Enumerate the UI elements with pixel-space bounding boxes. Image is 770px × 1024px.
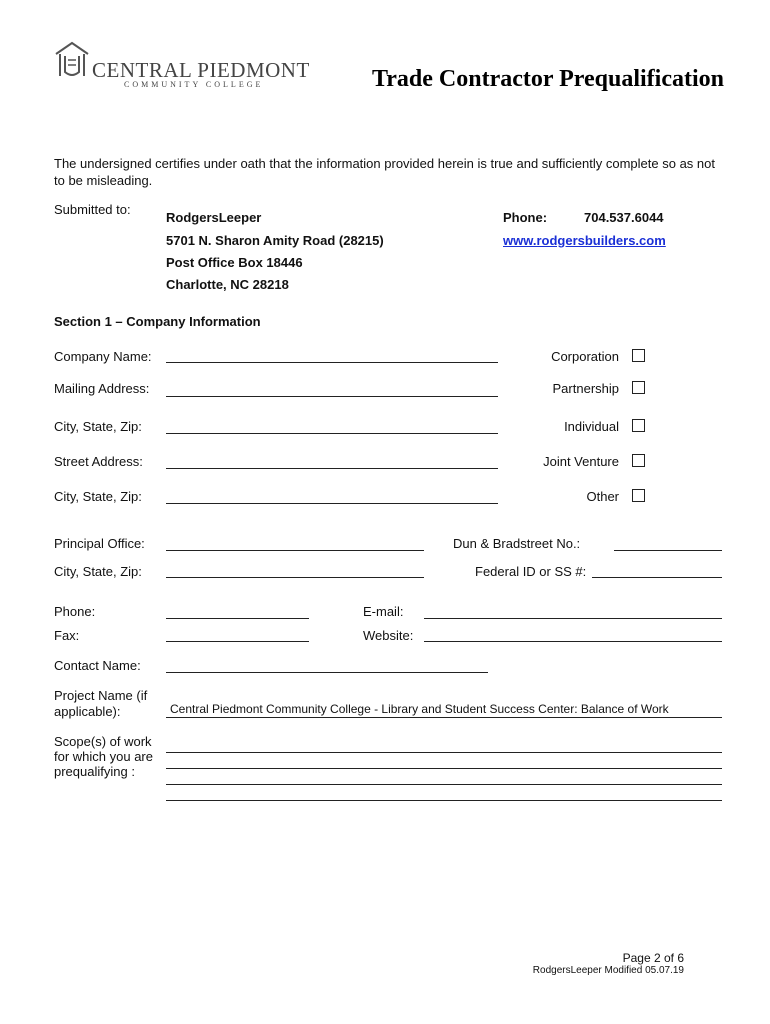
- mailing-city-state-zip-field[interactable]: [166, 433, 498, 434]
- fax-label: Fax:: [54, 628, 80, 643]
- phone-field[interactable]: [166, 618, 309, 619]
- scope-field-line-2[interactable]: [166, 768, 722, 769]
- partnership-label: Partnership: [552, 381, 619, 396]
- mailing-city-state-zip-label: City, State, Zip:: [54, 419, 142, 434]
- website-label: Website:: [363, 628, 414, 643]
- scope-label-line-1: Scope(s) of work: [54, 734, 152, 749]
- submitted-address-1: 5701 N. Sharon Amity Road (28215): [166, 233, 384, 248]
- submitted-phone-label: Phone:: [503, 210, 548, 225]
- mailing-address-field[interactable]: [166, 396, 498, 397]
- street-city-state-zip-field[interactable]: [166, 503, 498, 504]
- principal-city-state-zip-field[interactable]: [166, 577, 424, 578]
- contact-name-label: Contact Name:: [54, 658, 141, 673]
- scope-field-line-1[interactable]: [166, 752, 722, 753]
- scope-label-line-3: prequalifying :: [54, 764, 135, 779]
- project-name-label-line-2: applicable):: [54, 704, 121, 719]
- individual-checkbox[interactable]: [632, 419, 645, 432]
- logo-name: CENTRAL PIEDMONT: [92, 58, 310, 82]
- scope-label-line-2: for which you are: [54, 749, 153, 764]
- joint-venture-checkbox[interactable]: [632, 454, 645, 467]
- submitted-phone: 704.537.6044: [584, 210, 664, 225]
- street-city-state-zip-label: City, State, Zip:: [54, 489, 142, 504]
- other-checkbox[interactable]: [632, 489, 645, 502]
- scope-field-line-3[interactable]: [166, 784, 722, 785]
- federal-id-label: Federal ID or SS #:: [475, 564, 587, 579]
- scope-field-line-4[interactable]: [166, 800, 722, 801]
- section-1-heading: Section 1 – Company Information: [54, 314, 261, 329]
- phone-label: Phone:: [54, 604, 96, 619]
- dun-bradstreet-field[interactable]: [614, 550, 722, 551]
- principal-office-label: Principal Office:: [54, 536, 145, 551]
- corporation-label: Corporation: [551, 349, 619, 364]
- individual-label: Individual: [564, 419, 619, 434]
- logo-subtitle: COMMUNITY COLLEGE: [124, 80, 264, 89]
- page-number: Page 2 of 6: [622, 951, 684, 965]
- street-address-label: Street Address:: [54, 454, 143, 469]
- principal-city-state-zip-label: City, State, Zip:: [54, 564, 142, 579]
- submitted-company: RodgersLeeper: [166, 210, 262, 225]
- email-label: E-mail:: [363, 604, 404, 619]
- modified-note: RodgersLeeper Modified 05.07.19: [532, 965, 684, 976]
- street-address-field[interactable]: [166, 468, 498, 469]
- document-title: Trade Contractor Prequalification: [372, 66, 724, 92]
- submitted-to-label: Submitted to:: [54, 202, 131, 217]
- fax-field[interactable]: [166, 641, 309, 642]
- submitted-address-3: Charlotte, NC 28218: [166, 277, 289, 292]
- project-name-field[interactable]: [166, 717, 722, 718]
- contact-name-field[interactable]: [166, 672, 488, 673]
- mailing-address-label: Mailing Address:: [54, 381, 150, 396]
- project-name-value: Central Piedmont Community College - Library and Student Success Center: Balance of Work: [170, 702, 669, 716]
- partnership-checkbox[interactable]: [632, 381, 645, 394]
- project-name-label-line-1: Project Name (if: [54, 688, 148, 703]
- other-label: Other: [586, 489, 619, 504]
- submitted-address-2: Post Office Box 18446: [166, 255, 303, 270]
- website-field[interactable]: [424, 641, 722, 642]
- college-emblem-icon: [54, 40, 90, 80]
- principal-office-field[interactable]: [166, 550, 424, 551]
- company-name-label: Company Name:: [54, 349, 152, 364]
- corporation-checkbox[interactable]: [632, 349, 645, 362]
- federal-id-field[interactable]: [592, 577, 722, 578]
- email-field[interactable]: [424, 618, 722, 619]
- college-logo: [54, 40, 310, 100]
- submitted-website-link[interactable]: www.rodgersbuilders.com: [503, 233, 666, 248]
- intro-paragraph: The undersigned certifies under oath that the information provided herein is true and sufficiently complete so as not to be misleading.: [54, 156, 715, 188]
- joint-venture-label: Joint Venture: [543, 454, 619, 469]
- company-name-field[interactable]: [166, 362, 498, 363]
- dun-bradstreet-label: Dun & Bradstreet No.:: [453, 536, 581, 551]
